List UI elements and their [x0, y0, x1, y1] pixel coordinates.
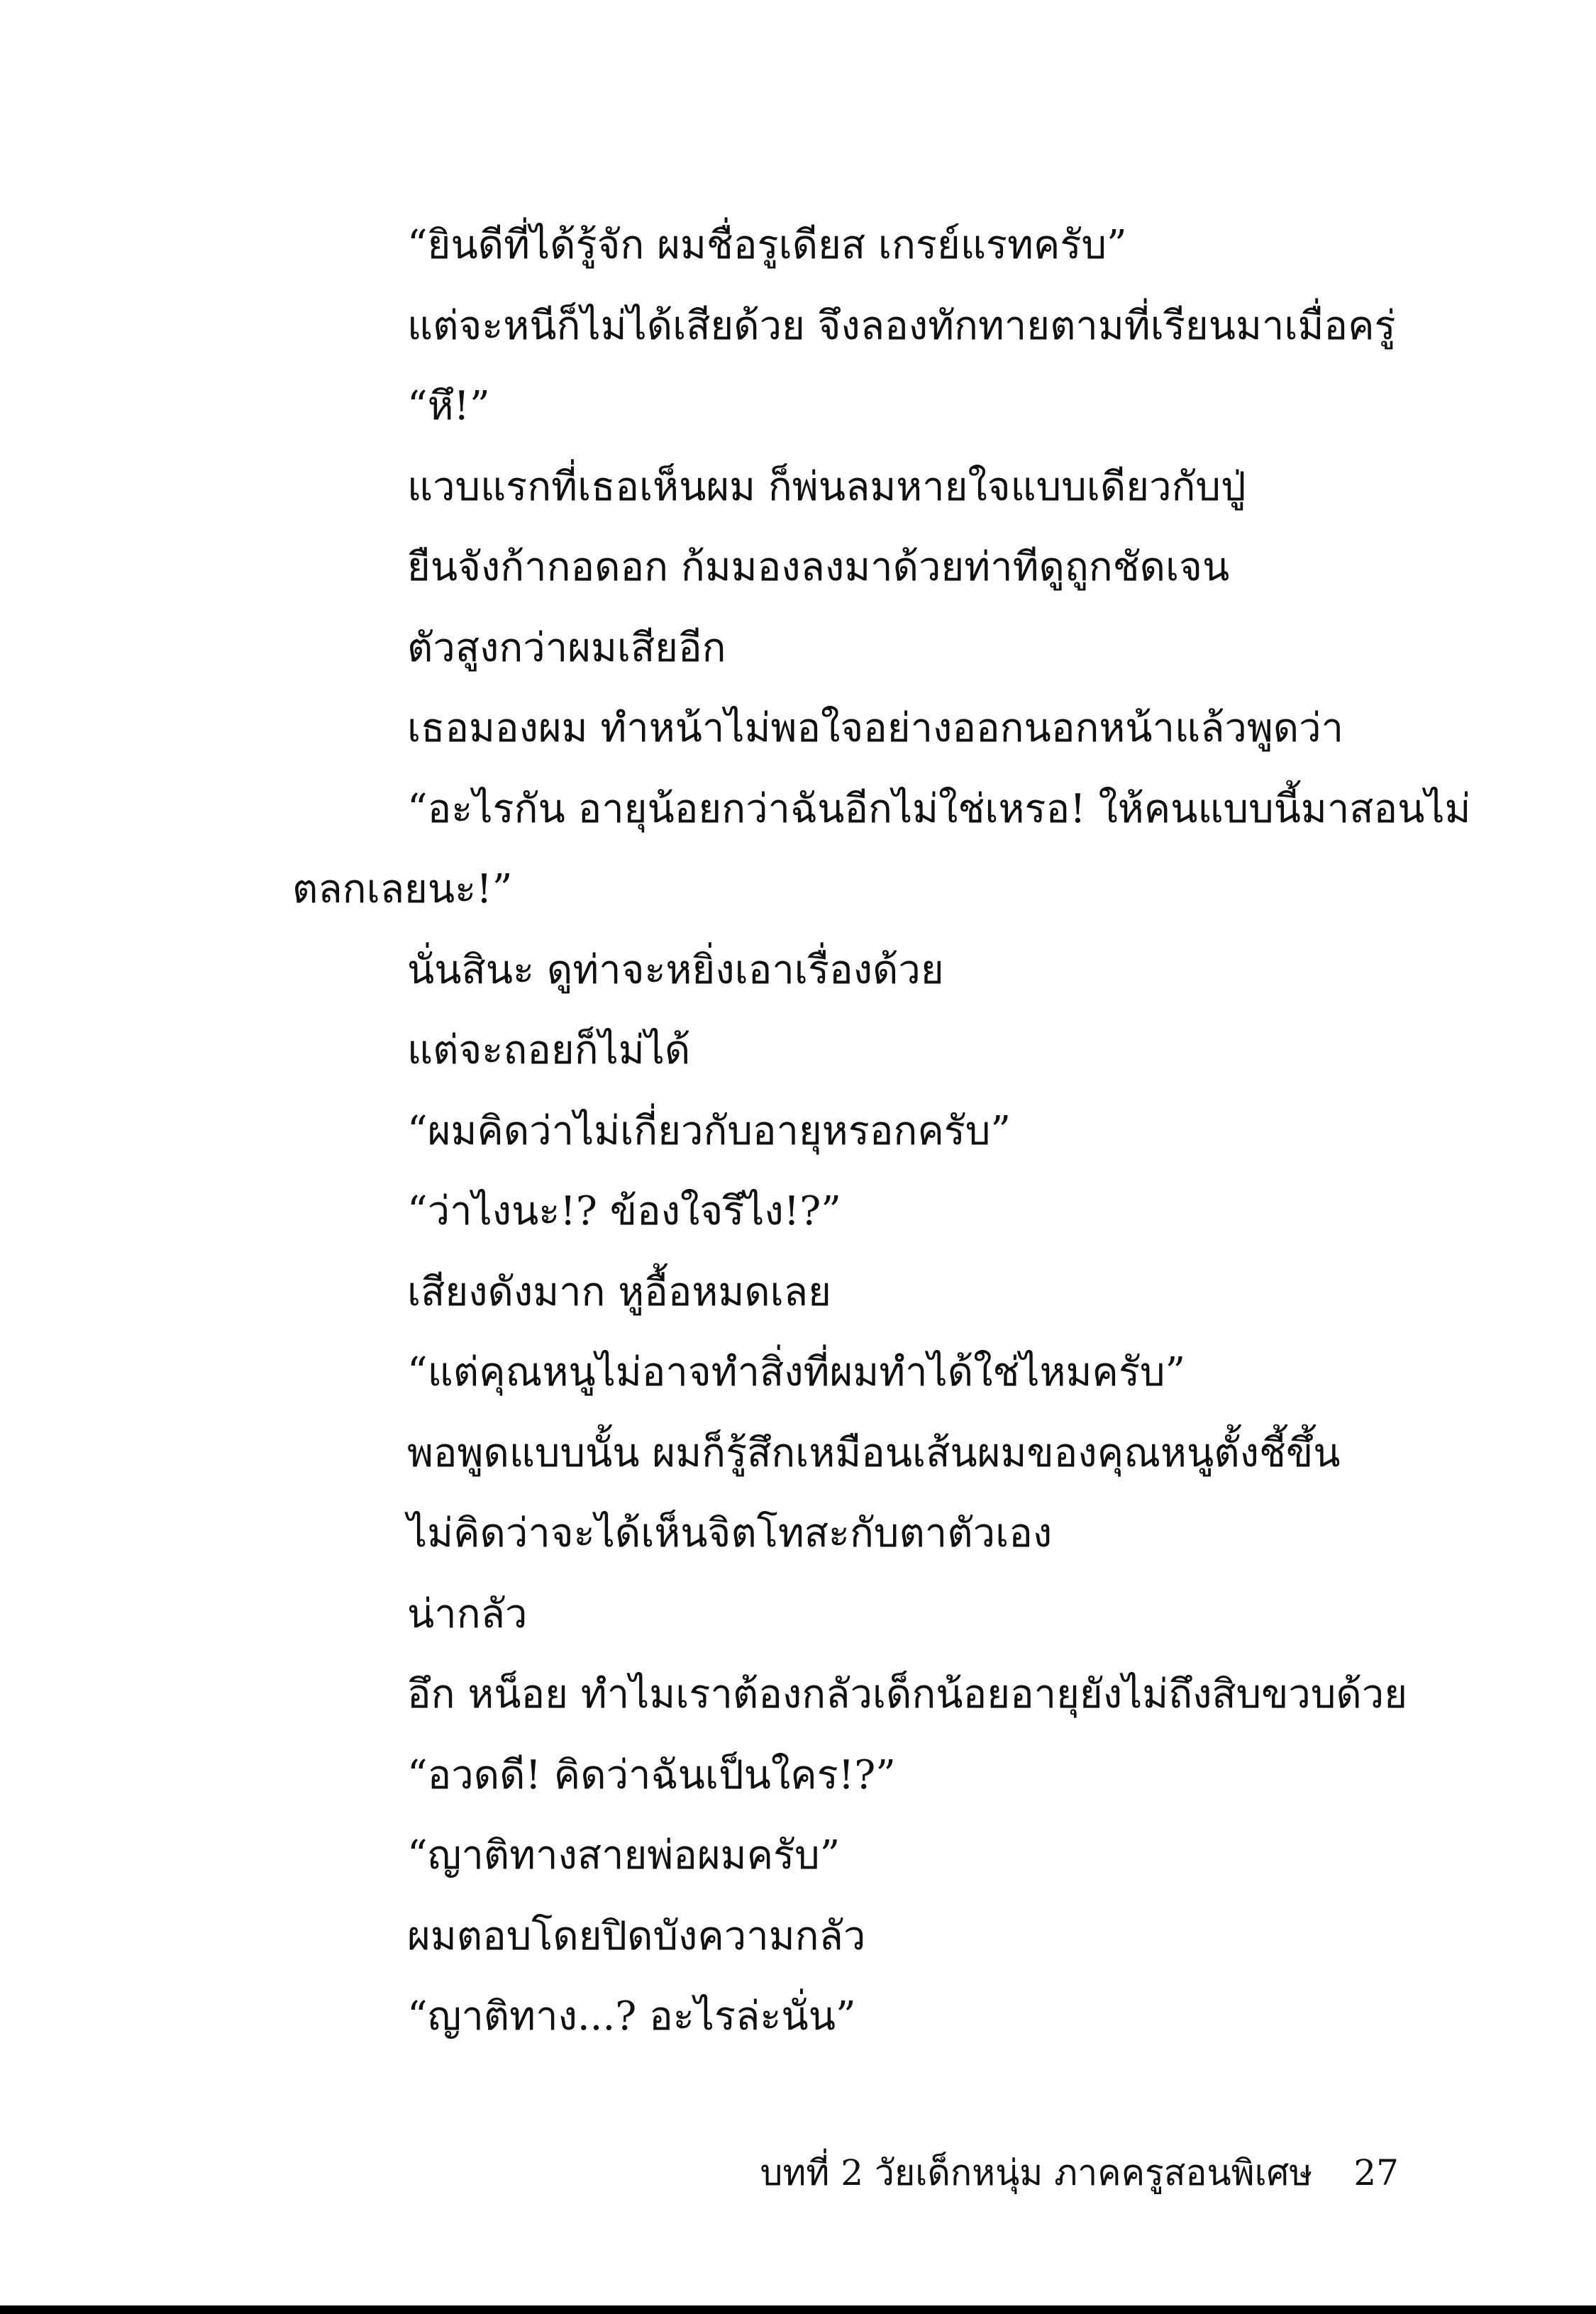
- running-footer: [0, 2148, 1399, 2198]
- text-line: “ญาติทางสายพ่อผมครับ”: [407, 1832, 841, 1878]
- text-line: แต่จะหนีก็ไม่ได้เสียด้วย จึงลองทักทายตามที่เรียนมาเมื่อครู่: [407, 302, 1396, 349]
- text-line: นั่นสินะ ดูท่าจะหยิ่งเอาเรื่องด้วย: [407, 946, 944, 993]
- bottom-rule: [0, 2305, 1596, 2314]
- text-line: แวบแรกที่เธอเห็นผม ก็พ่นลมหายใจแบบเดียวกับปู่: [407, 463, 1246, 510]
- text-line: ผมตอบโดยปิดบังความกลัว: [407, 1912, 866, 1959]
- text-line: อึก หน็อย ทำไมเราต้องกลัวเด็กน้อยอายุยังไม่ถึงสิบขวบด้วย: [407, 1671, 1408, 1717]
- text-line: “ญาติทาง...? อะไรล่ะนั่น”: [407, 1993, 856, 2039]
- page-number: 27: [1353, 2152, 1399, 2193]
- text-line: ยืนจังก้ากอดอก ก้มมองลงมาด้วยท่าทีดูถูกชัดเจน: [407, 544, 1230, 590]
- text-line: เธอมองผม ทำหน้าไม่พอใจอย่างออกนอกหน้าแล้วพูดว่า: [407, 705, 1344, 751]
- chapter-title: บทที่ 2 วัยเด็กหนุ่ม ภาคครูสอนพิเศษ: [760, 2152, 1313, 2193]
- text-line: พอพูดแบบนั้น ผมก็รู้สึกเหมือนเส้นผมของคุณหนูตั้งชี้ขึ้น: [407, 1429, 1341, 1476]
- body-text: [292, 214, 1471, 2066]
- text-line: แต่จะถอยก็ไม่ได้: [407, 1027, 691, 1073]
- text-line: “หึ!”: [407, 383, 490, 429]
- text-line: “อวดดี! คิดว่าฉันเป็นใคร!?”: [407, 1751, 896, 1798]
- text-line: “ผมคิดว่าไม่เกี่ยวกับอายุหรอกครับ”: [407, 1107, 1012, 1154]
- text-line: “ว่าไงนะ!? ข้องใจรึไง!?”: [407, 1188, 841, 1234]
- text-line: เสียงดังมาก หูอื้อหมดเลย: [407, 1268, 831, 1315]
- text-line: “แต่คุณหนูไม่อาจทำสิ่งที่ผมทำได้ใช่ไหมครับ”: [407, 1349, 1186, 1395]
- text-line: “ยินดีที่ได้รู้จัก ผมชื่อรูเดียส เกรย์แรทครับ”: [407, 222, 1127, 268]
- text-line: ตลกเลยนะ!”: [292, 866, 513, 912]
- text-line: ตัวสูงกว่าผมเสียอีก: [407, 624, 726, 671]
- text-line: น่ากลัว: [407, 1590, 528, 1637]
- text-line: “อะไรกัน อายุน้อยกว่าฉันอีกไม่ใช่เหรอ! ให้คนแบบนี้มาสอนไม่: [407, 785, 1471, 832]
- text-line: ไม่คิดว่าจะได้เห็นจิตโทสะกับตาตัวเอง: [407, 1510, 1053, 1556]
